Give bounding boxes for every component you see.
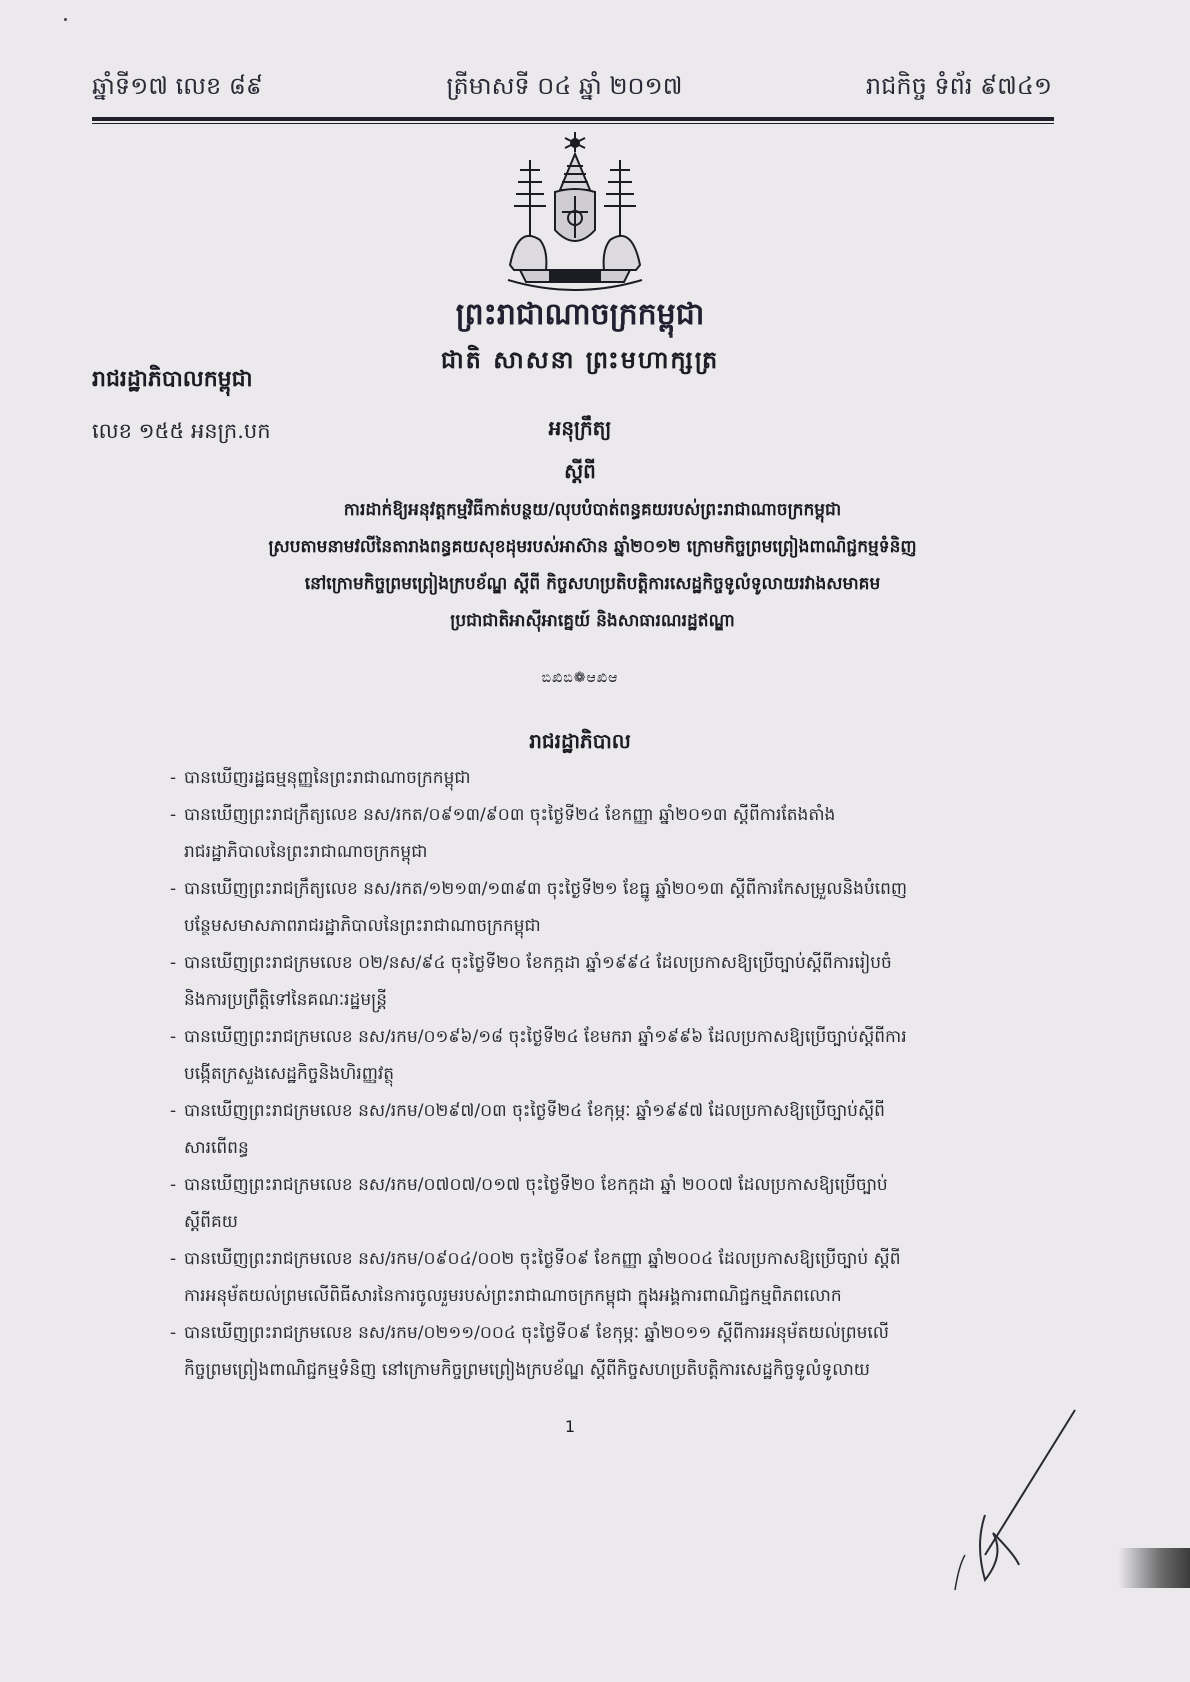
- clause-line: និងការប្រព្រឹត្តិទៅនៃគណៈរដ្ឋមន្ត្រី: [184, 990, 387, 1010]
- list-item: [92, 945, 1060, 1019]
- title-line: ស្របតាមនាមវលីនៃតារាងពន្ធគយសុខដុមរបស់អាស៊ាន ឆ្នាំ២០១២ ក្រោមកិច្ចព្រមព្រៀងពាណិជ្ជកម្មទំនិញ: [268, 537, 917, 557]
- clause-line: បានឃើញព្រះរាជក្រឹត្យលេខ នស/រកត/០៩១៣/៩០៣ ចុះថ្ងៃទី២៤ ខែកញ្ញា ឆ្នាំ២០១៣ ស្តីពីការតែងតាំង: [184, 805, 836, 825]
- clause-line: កិច្ចព្រមព្រៀងពាណិជ្ជកម្មទំនិញ នៅក្រោមកិច្ចព្រមព្រៀងក្របខ័ណ្ឌ ស្តីពីកិច្ចសហប្រតិបត្តិការសេដ្ឋកិច្ចទូលំទូលាយ: [184, 1360, 870, 1380]
- ornament-divider: ಬಿಖಿಬಿ❁ಆಖಿಆ: [541, 670, 619, 686]
- bullet-dash: -: [170, 805, 177, 825]
- bullet-dash: -: [170, 1175, 177, 1195]
- list-item: [92, 1315, 1060, 1389]
- list-item: [92, 797, 1060, 871]
- clause-line: ការអនុម័តយល់ព្រមលើពិធីសារនៃការចូលរួមរបស់ព្រះរាជាណាចក្រកម្ពុជា ក្នុងអង្គការពាណិជ្ជកម្មពិភពលោក: [184, 1286, 842, 1306]
- signature-initial: [945, 1405, 1085, 1595]
- clause-line: បន្ថែមសមាសភាពរាជរដ្ឋាភិបាលនៃព្រះរាជាណាចក្រកម្ពុជា: [184, 916, 541, 936]
- clause-line: បានឃើញព្រះរាជក្រមលេខ នស/រកម/០៩០៤/០០២ ចុះថ្ងៃទី០៩ ខែកញ្ញា ឆ្នាំ២០០៤ ដែលប្រកាសឱ្យប្រើច្បាប់ ស្តីពី: [184, 1249, 901, 1269]
- royal-coat-of-arms-icon: [500, 130, 650, 295]
- clause-line: បានឃើញរដ្ឋធម្មនុញ្ញនៃព្រះរាជាណាចក្រកម្ពុជា: [184, 768, 471, 788]
- list-item: [92, 760, 1060, 797]
- clause-line: បានឃើញព្រះរាជក្រមលេខ នស/រកម/០២៩៧/០៣ ចុះថ្ងៃទី២៤ ខែកុម្ភៈ ឆ្នាំ១៩៩៧ ដែលប្រកាសឱ្យប្រើច្បាប់ស្តីពី: [184, 1101, 885, 1121]
- issuer-name: រាជរដ្ឋាភិបាលកម្ពុជា: [92, 366, 253, 392]
- header-rule-thin: [92, 123, 1054, 124]
- kingdom-name: ព្រះរាជាណាចក្រកម្ពុជា: [455, 297, 705, 332]
- list-item: [92, 1019, 1060, 1093]
- section-title: រាជរដ្ឋាភិបាល: [529, 729, 631, 753]
- title-line: ការដាក់ឱ្យអនុវត្តកម្មវិធីកាត់បន្ថយ/លុបបំបាត់ពន្ធគយរបស់ព្រះរាជាណាចក្រកម្ពុជា: [343, 500, 842, 520]
- bullet-dash: -: [170, 953, 177, 973]
- bullet-dash: -: [170, 1249, 177, 1269]
- clause-line: បានឃើញព្រះរាជក្រមលេខ នស/រកម/០១៩៦/១៨ ចុះថ្ងៃទី២៤ ខែមករា ឆ្នាំ១៩៩៦ ដែលប្រកាសឱ្យប្រើច្បាប់ស្តីពីការ: [184, 1027, 907, 1047]
- document-about: ស្តីពី: [564, 459, 596, 483]
- gazette-year-issue: ឆ្នាំទី១៧ លេខ ៨៩: [92, 71, 263, 100]
- clause-line: ស្តីពីគយ: [184, 1212, 238, 1232]
- clause-list: [92, 760, 1060, 1389]
- list-item: [92, 1167, 1060, 1241]
- page-number: 1: [564, 1417, 576, 1436]
- clause-line: បានឃើញព្រះរាជក្រមលេខ នស/រកម/០២១១/០០៤ ចុះថ្ងៃទី០៩ ខែកុម្ភៈ ឆ្នាំ២០១១ ស្តីពីការអនុម័តយល់ព្រមលើ: [184, 1323, 889, 1343]
- title-line: ប្រជាជាតិអាស៊ីអាគ្នេយ៍ និងសាធារណរដ្ឋឥណ្ឌា: [450, 611, 735, 631]
- scan-edge-shadow: [1118, 1548, 1190, 1588]
- gazette-quarter: ត្រីមាសទី ០៤ ឆ្នាំ ២០១៧: [446, 71, 683, 100]
- list-item: [92, 871, 1060, 945]
- bullet-dash: -: [170, 1323, 177, 1343]
- title-line: នៅក្រោមកិច្ចព្រមព្រៀងក្របខ័ណ្ឌ ស្តីពី កិច្ចសហប្រតិបត្តិការសេដ្ឋកិច្ចទូលំទូលាយរវាងសមាគម: [304, 574, 881, 594]
- bullet-dash: -: [170, 768, 177, 788]
- list-item: [92, 1093, 1060, 1167]
- clause-line: បានឃើញព្រះរាជក្រឹត្យលេខ នស/រកត/១២១៣/១៣៩៣ ចុះថ្ងៃទី២១ ខែធ្នូ ឆ្នាំ២០១៣ ស្តីពីការកែសម្រួលនិងបំពេញ: [184, 879, 908, 899]
- document-title: [140, 492, 1045, 640]
- clause-line: រាជរដ្ឋាភិបាលនៃព្រះរាជាណាចក្រកម្ពុជា: [184, 842, 428, 862]
- header-rule: [92, 117, 1054, 121]
- clause-line: បានឃើញព្រះរាជក្រមលេខ នស/រកម/០៧០៧/០១៧ ចុះថ្ងៃទី២០ ខែកក្កដា ឆ្នាំ ២០០៧ ដែលប្រកាសឱ្យប្រើច្បាប់: [184, 1175, 888, 1195]
- document-type: អនុក្រឹត្យ: [548, 416, 612, 440]
- bullet-dash: -: [170, 1101, 177, 1121]
- bullet-dash: -: [170, 879, 177, 899]
- gazette-header: [92, 68, 1052, 108]
- national-motto: ជាតិ សាសនា ព្រះមហាក្សត្រ: [440, 345, 720, 374]
- reference-number: លេខ ១៥៥ អនក្រ.បក: [92, 419, 271, 443]
- bullet-dash: -: [170, 1027, 177, 1047]
- clause-line: បង្កើតក្រសួងសេដ្ឋកិច្ចនិងហិរញ្ញវត្ថុ: [184, 1064, 395, 1084]
- scan-speck: [64, 18, 67, 21]
- list-item: [92, 1241, 1060, 1315]
- gazette-page: រាជកិច្ច ទំព័រ ៩៧៤១: [865, 71, 1052, 100]
- clause-line: បានឃើញព្រះរាជក្រមលេខ ០២/នស/៩៤ ចុះថ្ងៃទី២០ ខែកក្កដា ឆ្នាំ១៩៩៤ ដែលប្រកាសឱ្យប្រើច្បាប់ស្តីពីការរៀបចំ: [184, 953, 892, 973]
- clause-line: សារពើពន្ធ: [184, 1138, 249, 1158]
